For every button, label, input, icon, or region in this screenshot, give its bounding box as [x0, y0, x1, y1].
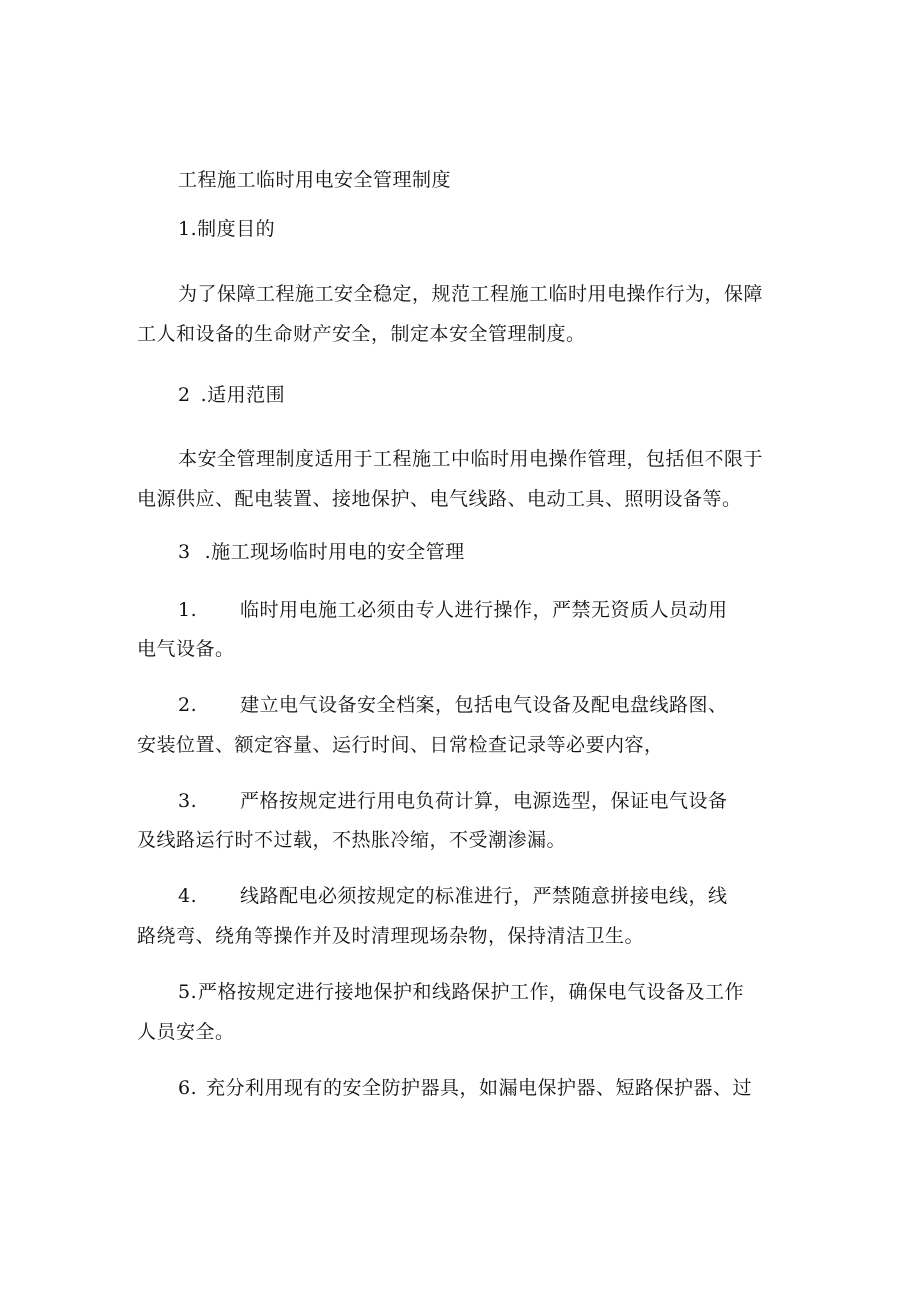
section-1-heading: 1.制度目的 [178, 218, 276, 240]
list-item-3-number: 3. [178, 790, 198, 812]
list-item-5-number: 5. [178, 981, 198, 1003]
list-item-2-line-1: 建立电气设备安全档案，包括电气设备及配电盘线路图、 [240, 694, 728, 716]
list-item-1-number: 1. [178, 599, 198, 621]
list-item-5-line-2: 人员安全。 [137, 1021, 235, 1043]
list-item-1-line-1: 临时用电施工必须由专人进行操作，严禁无资质人员动用 [240, 599, 728, 621]
section-2-heading-number: 2 [178, 384, 191, 406]
document-title: 工程施工临时用电安全管理制度 [178, 169, 452, 191]
section-2-heading [178, 383, 285, 407]
section-1-paragraph-line-1: 为了保障工程施工安全稳定，规范工程施工临时用电操作行为，保障 [178, 283, 764, 305]
list-item-5-line-1: 严格按规定进行接地保护和线路保护工作，确保电气设备及工作 [198, 981, 745, 1003]
section-3-heading [178, 540, 465, 564]
list-item-2-line-2: 安装位置、额定容量、运行时间、日常检查记录等必要内容， [137, 734, 664, 756]
section-1-paragraph-line-2: 工人和设备的生命财产安全，制定本安全管理制度。 [137, 323, 586, 345]
list-item-4-line-2: 路绕弯、绕角等操作并及时清理现场杂物，保持清洁卫生。 [137, 925, 645, 947]
list-item-3-line-2: 及线路运行时不过载，不热胀冷缩，不受潮渗漏。 [137, 829, 567, 851]
list-item-6-line-1: 充分利用现有的安全防护器具，如漏电保护器、短路保护器、过 [206, 1077, 753, 1099]
list-item-2-number: 2. [178, 694, 198, 716]
list-item-3-line-1: 严格按规定进行用电负荷计算，电源选型，保证电气设备 [240, 790, 728, 812]
section-2-paragraph-line-2: 电源供应、配电装置、接地保护、电气线路、电动工具、照明设备等。 [137, 488, 742, 510]
list-item-6-number: 6. [178, 1077, 198, 1099]
list-item-4-line-1: 线路配电必须按规定的标准进行，严禁随意拼接电线，线 [240, 885, 728, 907]
section-3-heading-number: 3 [178, 541, 191, 563]
list-item-1-line-2: 电气设备。 [137, 638, 235, 660]
list-item-4-number: 4. [178, 885, 198, 907]
section-2-paragraph-line-1: 本安全管理制度适用于工程施工中临时用电操作管理，包括但不限于 [178, 448, 764, 470]
section-2-heading-text: .适用范围 [200, 384, 286, 406]
section-3-heading-text: .施工现场临时用电的安全管理 [204, 541, 465, 563]
